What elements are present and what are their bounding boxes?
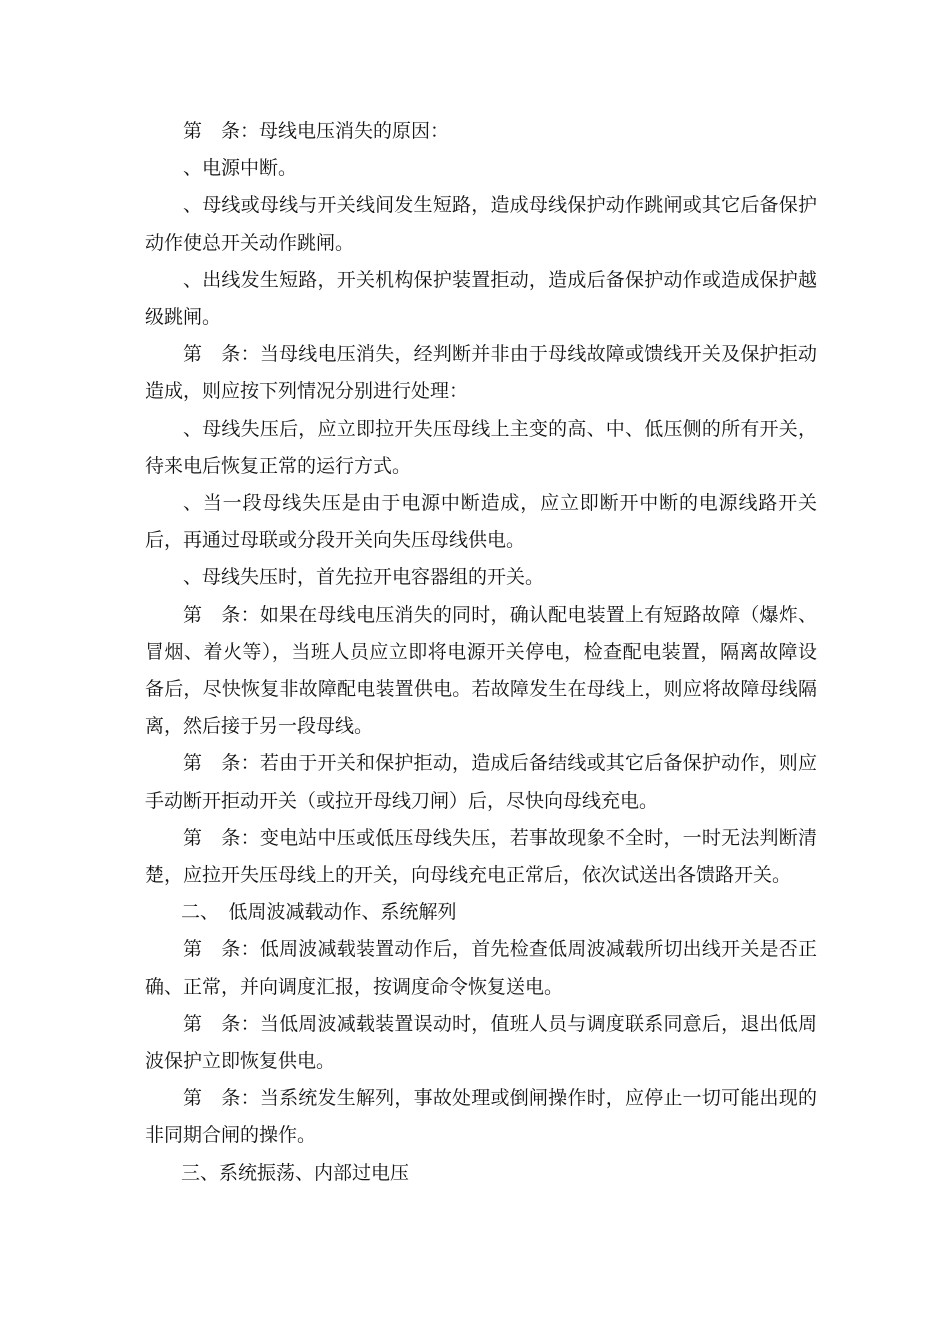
clause-paragraph: 第 条：当母线电压消失，经判断并非由于母线故障或馈线开关及保护拒动造成，则应按下列情况分别进行处理：	[145, 343, 817, 403]
list-item: 、出线发生短路，开关机构保护装置拒动，造成后备保护动作或造成保护越级跳闸。	[145, 268, 817, 329]
clause-paragraph: 第 条：如果在母线电压消失的同时，确认配电装置上有短路故障（爆炸、冒烟、着火等），当班人员应立即将电源开关停电，检查配电装置，隔离故障设备后，尽快恢复非故障配电装置供电。若故障发生在母线上，则应将故障母线隔离，然后接于另一段母线。	[145, 603, 817, 738]
list-item: 、当一段母线失压是由于电源中断造成，应立即断开中断的电源线路开关后，再通过母联或分段开关向失压母线供电。	[145, 492, 817, 552]
clause-paragraph: 第 条：若由于开关和保护拒动，造成后备结线或其它后备保护动作，则应手动断开拒动开关（或拉开母线刀闸）后，尽快向母线充电。	[145, 752, 817, 812]
document-body	[145, 113, 817, 1192]
list-item: 、母线失压后，应立即拉开失压母线上主变的高、中、低压侧的所有开关，待来电后恢复正常的运行方式。	[145, 417, 817, 477]
clause-paragraph: 第 条：变电站中压或低压母线失压，若事故现象不全时，一时无法判断清楚，应拉开失压母线上的开关，向母线充电正常后，依次试送出各馈路开关。	[145, 826, 817, 887]
clause-paragraph: 第 条：母线电压消失的原因：	[183, 120, 450, 142]
list-item: 、母线失压时，首先拉开电容器组的开关。	[183, 566, 545, 589]
clause-paragraph: 第 条：低周波减载装置动作后，首先检查低周波减载所切出线开关是否正确、正常，并向调度汇报，按调度命令恢复送电。	[145, 938, 817, 998]
clause-paragraph: 第 条：当系统发生解列，事故处理或倒闸操作时，应停止一切可能出现的非同期合闸的操作。	[145, 1087, 817, 1147]
clause-paragraph: 第 条：当低周波减载装置误动时，值班人员与调度联系同意后，退出低周波保护立即恢复供电。	[145, 1012, 817, 1073]
section-heading: 二、 低周波减载动作、系统解列	[181, 901, 457, 924]
list-item: 、母线或母线与开关线间发生短路，造成母线保护动作跳闸或其它后备保护动作使总开关动作跳闸。	[145, 194, 817, 254]
list-item: 、电源中断。	[183, 157, 298, 180]
section-heading: 三、系统振荡、内部过电压	[181, 1161, 410, 1184]
